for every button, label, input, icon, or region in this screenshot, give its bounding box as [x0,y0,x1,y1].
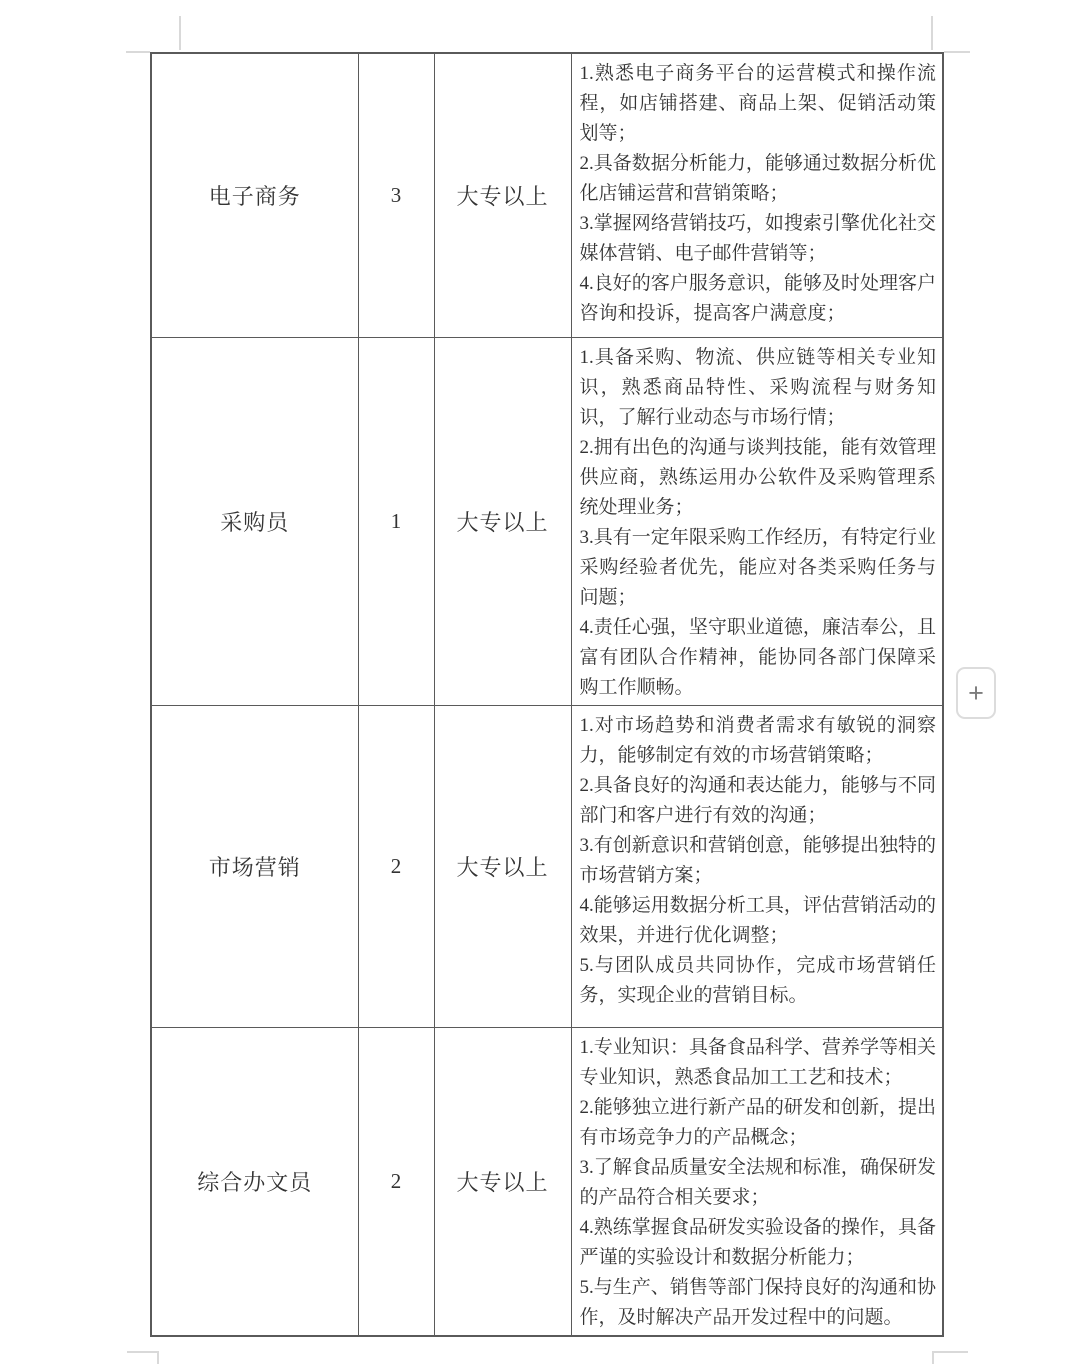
requirement-item: 2.具备数据分析能力，能够通过数据分析优化店铺运营和营销策略； [579,153,936,204]
table-row [151,705,943,1027]
crop-mark-top-right-horizontal [944,51,970,53]
requirement-item: 4.良好的客户服务意识，能够及时处理客户咨询和投诉，提高客户满意度； [579,273,936,324]
crop-mark-bottom-left-vertical [157,1351,159,1364]
crop-mark-top-left-vertical [179,16,181,50]
education-cell [434,705,571,1027]
position-label: 采购员 [220,509,290,535]
education-label: 大专以上 [456,854,549,880]
requirement-item: 2.能够独立进行新产品的研发和创新，提出有市场竞争力的产品概念； [579,1096,936,1148]
requirements-cell [571,705,943,1027]
crop-mark-bottom-right-vertical [932,1351,934,1364]
requirements-cell [571,53,943,337]
requirements-cell [571,1027,943,1336]
crop-mark-bottom-right-horizontal [932,1351,968,1353]
requirement-item: 4.责任心强，坚守职业道德，廉洁奉公，且富有团队合作精神，能协同各部门保障采购工作顺畅。 [579,616,936,698]
requirement-item: 3.掌握网络营销技巧，如搜索引擎优化社交媒体营销、电子邮件营销等； [579,213,936,264]
requirement-item: 5.与团队成员共同协作，完成市场营销任务，实现企业的营销目标。 [579,954,936,1006]
count-cell [358,705,434,1027]
count-cell [358,53,434,337]
position-cell [151,53,358,337]
position-cell [151,705,358,1027]
job-table-body [151,53,943,1336]
table-row [151,337,943,705]
education-cell [434,337,571,705]
education-cell [434,53,571,337]
table-row [151,1027,943,1336]
requirement-item: 1.具备采购、物流、供应链等相关专业知识，熟悉商品特性、采购流程与财务知识，了解行业动态与市场行情； [579,346,936,428]
table-row [151,53,943,337]
job-table [150,52,944,1337]
requirement-item: 1.熟悉电子商务平台的运营模式和操作流程，如店铺搭建、商品上架、促销活动策划等； [579,63,936,144]
requirement-item: 2.拥有出色的沟通与谈判技能，能有效管理供应商，熟练运用办公软件及采购管理系统处理业务； [579,436,936,518]
crop-mark-top-left-horizontal [126,51,150,53]
requirement-item: 4.熟练掌握食品研发实验设备的操作，具备严谨的实验设计和数据分析能力； [579,1216,936,1268]
education-label: 大专以上 [456,1169,549,1195]
count-value: 1 [390,508,402,533]
requirement-item: 4.能够运用数据分析工具，评估营销活动的效果，并进行优化调整； [579,894,936,946]
requirement-item: 5.与生产、销售等部门保持良好的沟通和协作，及时解决产品开发过程中的问题。 [579,1276,936,1328]
expand-image-button[interactable]: + [956,667,996,719]
position-cell [151,1027,358,1336]
position-label: 电子商务 [208,183,301,209]
education-cell [434,1027,571,1336]
count-cell [358,1027,434,1336]
requirements-cell [571,337,943,705]
count-cell [358,337,434,705]
crop-mark-top-right-vertical [931,16,933,50]
requirement-item: 1.对市场趋势和消费者需求有敏锐的洞察力，能够制定有效的市场营销策略； [579,714,936,766]
education-label: 大专以上 [456,183,549,209]
position-cell [151,337,358,705]
count-value: 3 [390,182,402,207]
count-value: 2 [390,853,402,878]
count-value: 2 [390,1168,402,1193]
education-label: 大专以上 [456,509,549,535]
crop-mark-bottom-left-horizontal [127,1351,159,1353]
position-label: 市场营销 [208,854,301,880]
requirement-item: 3.有创新意识和营销创意，能够提出独特的市场营销方案； [579,834,936,886]
requirement-item: 3.了解食品质量安全法规和标准，确保研发的产品符合相关要求； [579,1156,936,1208]
position-label: 综合办文员 [197,1169,313,1195]
requirement-item: 3.具有一定年限采购工作经历，有特定行业采购经验者优先，能应对各类采购任务与问题； [579,526,936,608]
requirement-item: 1.专业知识：具备食品科学、营养学等相关专业知识，熟悉食品加工工艺和技术； [579,1036,936,1088]
requirement-item: 2.具备良好的沟通和表达能力，能够与不同部门和客户进行有效的沟通； [579,774,936,826]
